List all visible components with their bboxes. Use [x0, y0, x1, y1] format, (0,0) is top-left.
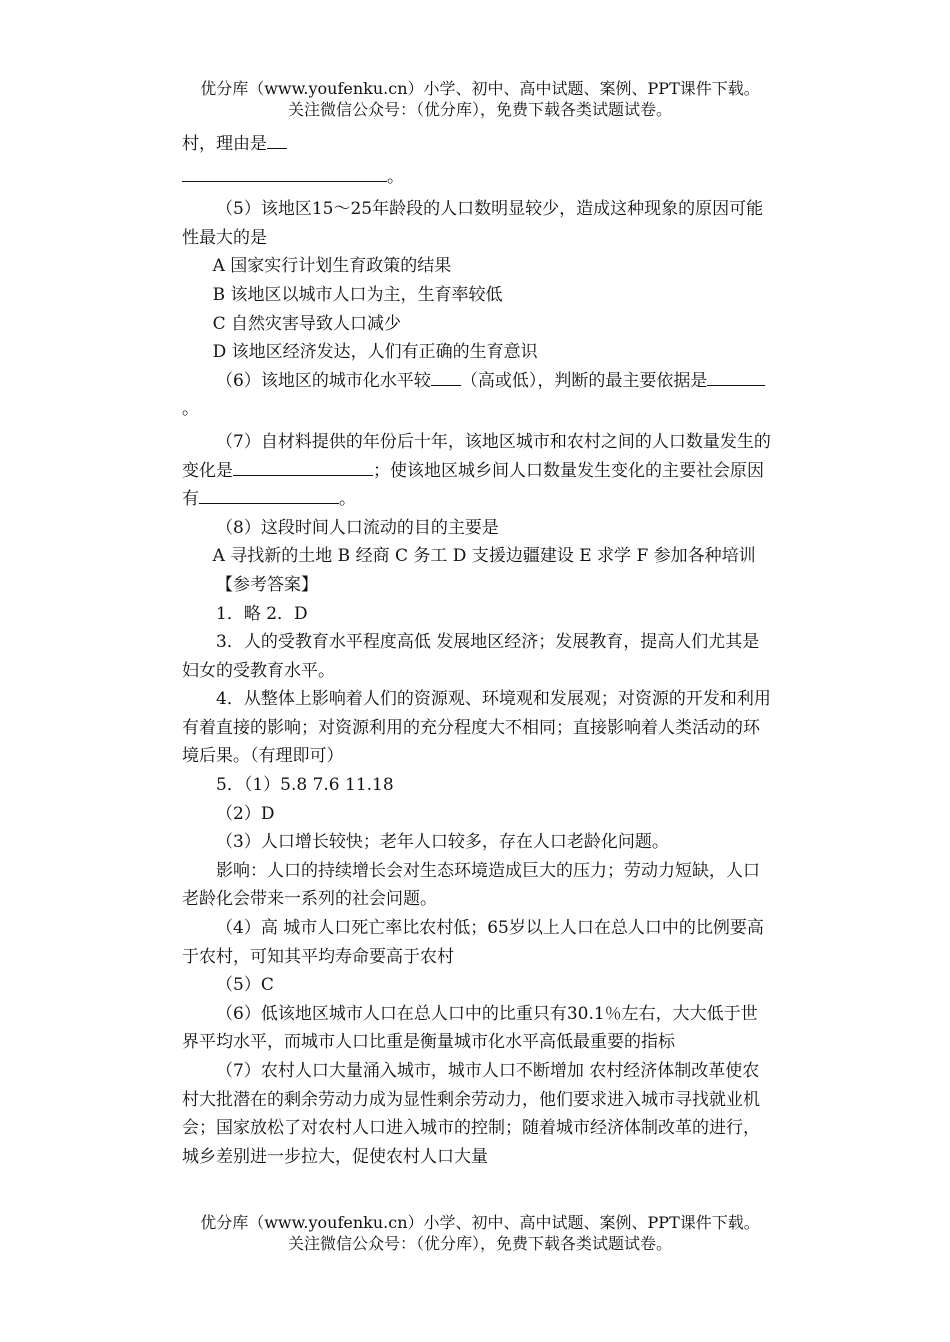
- header-line-1: 优分库（www.youfenku.cn）小学、初中、高中试题、案例、PPT课件下载。: [200, 79, 760, 98]
- q7-part-2: ；使该地区城乡间人口数量发生变化的主要社会原因有: [182, 460, 764, 510]
- document-body: [182, 130, 772, 1171]
- page-footer: [160, 1212, 800, 1254]
- answer-5-2: （2）D: [216, 803, 275, 824]
- q4-period: 。: [387, 166, 404, 187]
- q5-option-c: C 自然灾害导致人口减少: [212, 313, 402, 334]
- q7-part-3: 。: [339, 489, 356, 510]
- q7: [182, 428, 772, 514]
- q6-blank-2: [707, 367, 765, 386]
- q7-blank-1: [233, 457, 373, 476]
- q6-blank-1: [431, 367, 461, 386]
- q6: [182, 367, 772, 424]
- q4-tail: [182, 130, 772, 159]
- answers-title: 【参考答案】: [216, 574, 318, 595]
- q5-option-d: D 该地区经济发达，人们有正确的生育意识: [212, 342, 538, 363]
- answer-5-6: （6）低该地区城市人口在总人口中的比重只有30.1％左右，大大低于世界平均水平，而城市人口比重是衡量城市化水平高低最重要的指标: [182, 1003, 758, 1053]
- q5-stem: （5）该地区15～25年龄段的人口数明显较少，造成这种现象的原因可能性最大的是: [182, 199, 764, 248]
- q8-stem: （8）这段时间人口流动的目的主要是: [216, 517, 499, 538]
- q4-answer-blank-long: [182, 163, 387, 182]
- q5-option-b: B 该地区以城市人口为主，生育率较低: [212, 284, 503, 305]
- answer-5-3: （3）人口增长较快；老年人口较多，存在人口老龄化问题。: [216, 832, 669, 853]
- q6-part-3: 。: [182, 399, 199, 420]
- footer-line-2: 关注微信公众号：（优分库），免费下载各类试题试卷。: [287, 1234, 672, 1253]
- answer-5-1: 5．（1）5.8 7.6 11.18: [216, 775, 394, 796]
- q6-part-1: （6）该地区的城市化水平较: [216, 370, 431, 391]
- q8-options: A 寻找新的土地 B 经商 C 务工 D 支援边疆建设 E 求学 F 参加各种培训: [212, 546, 756, 567]
- footer-line-1: 优分库（www.youfenku.cn）小学、初中、高中试题、案例、PPT课件下载。: [200, 1213, 760, 1232]
- answer-3: 3．人的受教育水平程度高低 发展地区经济；发展教育，提高人们尤其是妇女的受教育水平。: [182, 632, 760, 681]
- q4-answer-blank-short: [267, 130, 287, 149]
- answer-5-5: （5）C: [216, 975, 274, 996]
- page-header: [160, 78, 800, 120]
- q7-blank-2: [199, 485, 339, 504]
- q4-tail-line2: [182, 163, 772, 192]
- q4-tail-text: 村，理由是: [182, 134, 267, 154]
- header-line-2: 关注微信公众号：（优分库），免费下载各类试题试卷。: [287, 100, 672, 119]
- q6-part-2: （高或低），判断的最主要依据是: [460, 370, 708, 391]
- answer-1-2: 1．略 2．D: [216, 603, 308, 624]
- q7-part-1: （7）自材料提供的年份后十年，该地区城市和农村之间的人口数量发生的变化是: [182, 431, 771, 481]
- answer-4: 4．从整体上影响着人们的资源观、环境观和发展观；对资源的开发和利用有着直接的影响；对资源利用的充分程度大不相同；直接影响着人类活动的环境后果。（有理即可）: [182, 689, 771, 767]
- answer-5-3-impact: 影响：人口的持续增长会对生态环境造成巨大的压力；劳动力短缺，人口老龄化会带来一系列的社会问题。: [182, 860, 760, 910]
- answer-5-7: （7）农村人口大量涌入城市，城市人口不断增加 农村经济体制改革使农村大批潜在的剩余劳动力成为显性剩余劳动力，他们要求进入城市寻找就业机会；国家放松了对农村人口进入城市的控制；随着城市经济体制改革的进行，城乡差别进一步拉大，促使农村人口大量: [182, 1061, 760, 1167]
- q5-option-a: A 国家实行计划生育政策的结果: [212, 256, 452, 277]
- answer-5-4: （4）高 城市人口死亡率比农村低；65岁以上人口在总人口中的比例要高于农村，可知其平均寿命要高于农村: [182, 918, 764, 967]
